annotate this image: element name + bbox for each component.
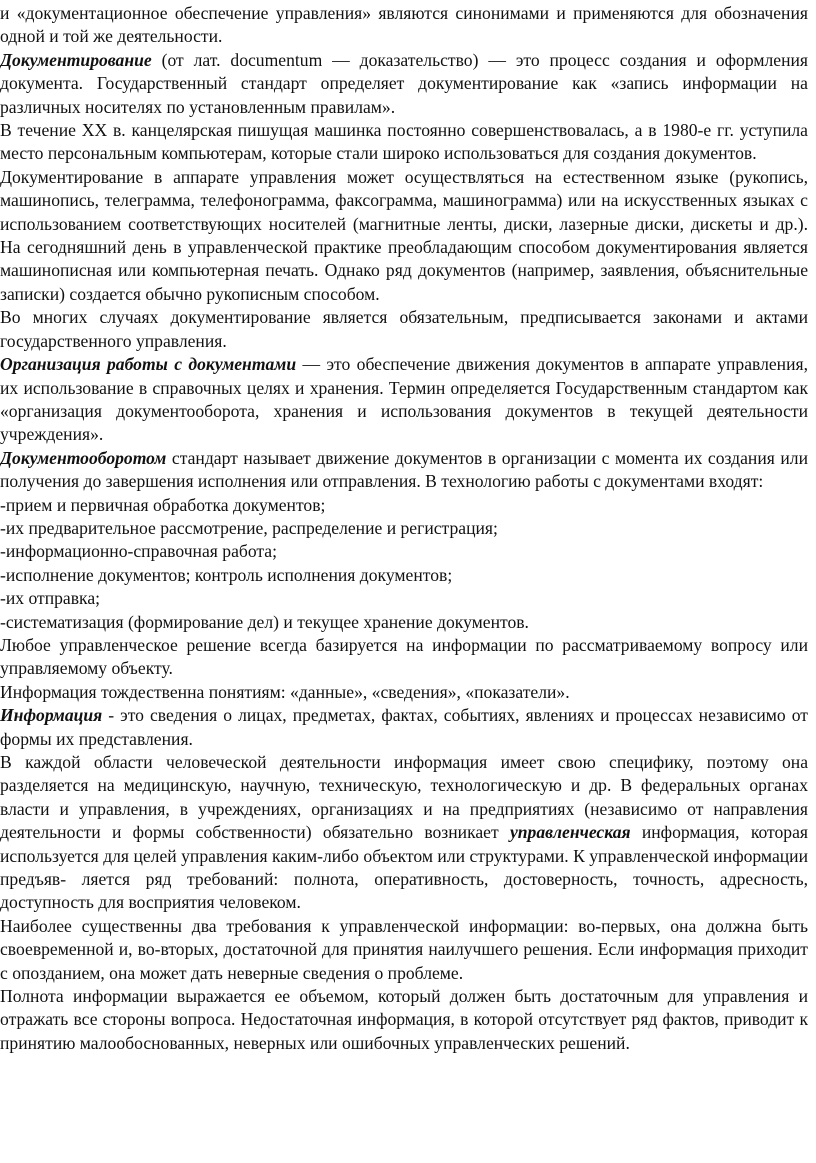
paragraph-text: (от лат. documentum — доказательство) — это процесс создания и оформления документа. Государственный стандарт определяет документирование как «запись информации на различных носителях по установленным правилам». xyxy=(0,49,808,117)
list-item: -исполнение документов; контроль исполнения документов; xyxy=(0,564,453,585)
term-highlight: Информация xyxy=(0,705,103,726)
workflow-list xyxy=(0,494,808,634)
paragraph-dokumentooborot xyxy=(0,447,808,494)
list-item: -их отправка; xyxy=(0,588,101,609)
paragraph-text: стандарт называет движение документов в организации с момента их создания или получения до завершения исполнения или отправления. В технологию работы с документами входят: xyxy=(0,447,808,492)
paragraph-organizaciya xyxy=(0,353,808,447)
paragraph: Любое управленческое решение всегда базируется на информации по рассматриваемому вопросу или управляемому объекту. xyxy=(0,634,808,679)
term-highlight: Организация работы с документами xyxy=(0,354,297,375)
paragraph: Документирование в аппарате управления может осуществляться на естественном языке (рукопись, машинопись, телеграмма, телефонограмма, факсограмма, машинограмма) или на искусственных языках с использованием соответствующих носителей (магнитные ленты, диски, лазерные диски, дискеты и др.). На сегодняшний день в управленческой практике преобладающим способом документирования является машинописная или компьютерная печать. Однако ряд документов (например, заявления, объяснительные записки) создается обычно рукописным способом. xyxy=(0,166,808,304)
term-highlight: управленческая xyxy=(509,822,631,843)
paragraph: В течение XX в. канцелярская пишущая машинка постоянно совершенствовалась, а в 1980-е гг. уступила место персональным компьютерам, которые стали широко использоваться для создания документов. xyxy=(0,120,808,164)
paragraph-informaciya xyxy=(0,704,808,751)
paragraph-text: информация, которая используется для целей управления каким-либо объектом или структурами. К управленческой информации предъяв- ляется ряд требований: полнота, оперативность, достоверность, точность, адресность, доступность для восприятия человеком. xyxy=(0,822,809,913)
paragraph-text: В каждой области человеческой деятельности информация имеет свою специфику, поэтому она разделяется на медицинскую, научную, техническую, технологическую и др. В федеральных органах власти и управления, в учреждениях, организациях и на предприятиях (независимо от направления деятельности и формы собственности) обязательно возникает xyxy=(0,752,808,843)
term-highlight: Документооборотом xyxy=(0,447,167,468)
list-item: -прием и первичная обработка документов; xyxy=(0,494,326,515)
list-item: -систематизация (формирование дел) и текущее хранение документов. xyxy=(0,611,529,632)
list-item: -их предварительное рассмотрение, распределение и регистрация; xyxy=(0,517,498,538)
paragraph-upravlencheskaya xyxy=(0,751,808,915)
term-highlight: Документирование xyxy=(0,49,152,70)
paragraph: и «документационное обеспечение управления» являются синонимами и применяются для обозначения одной и той же деятельности. xyxy=(0,3,808,47)
paragraph: Полнота информации выражается ее объемом, который должен быть достаточным для управления и отражать все стороны вопроса. Недостаточная информация, в которой отсутствует ряд фактов, приводит к принятию малообоснованных, неверных или ошибочных управленческих решений. xyxy=(0,986,808,1053)
paragraph: Наиболее существенны два требования к управленческой информации: во-первых, она должна быть своевременной и, во-вторых, достаточной для принятия наилучшего решения. Если информация приходит с опозданием, она может дать неверные сведения о проблеме. xyxy=(0,915,808,983)
paragraph-documentirovanie xyxy=(0,49,808,119)
paragraph-text: - это сведения о лицах, предметах, фактах, событиях, явлениях и процессах независимо от формы их представления. xyxy=(0,705,808,749)
paragraph-text: — это обеспечение движения документов в аппарате управления, их использование в справочных целях и хранения. Термин определяется Государственным стандартом как «организация документооборота, хранения и использования документов в текущей деятельности учреждения». xyxy=(0,354,808,445)
paragraph: Информация тождественна понятиям: «данные», «сведения», «показатели». xyxy=(0,681,570,702)
paragraph: Во многих случаях документирование является обязательным, предписывается законами и актами государственного управления. xyxy=(0,307,808,351)
list-item: -информационно-справочная работа; xyxy=(0,541,277,562)
